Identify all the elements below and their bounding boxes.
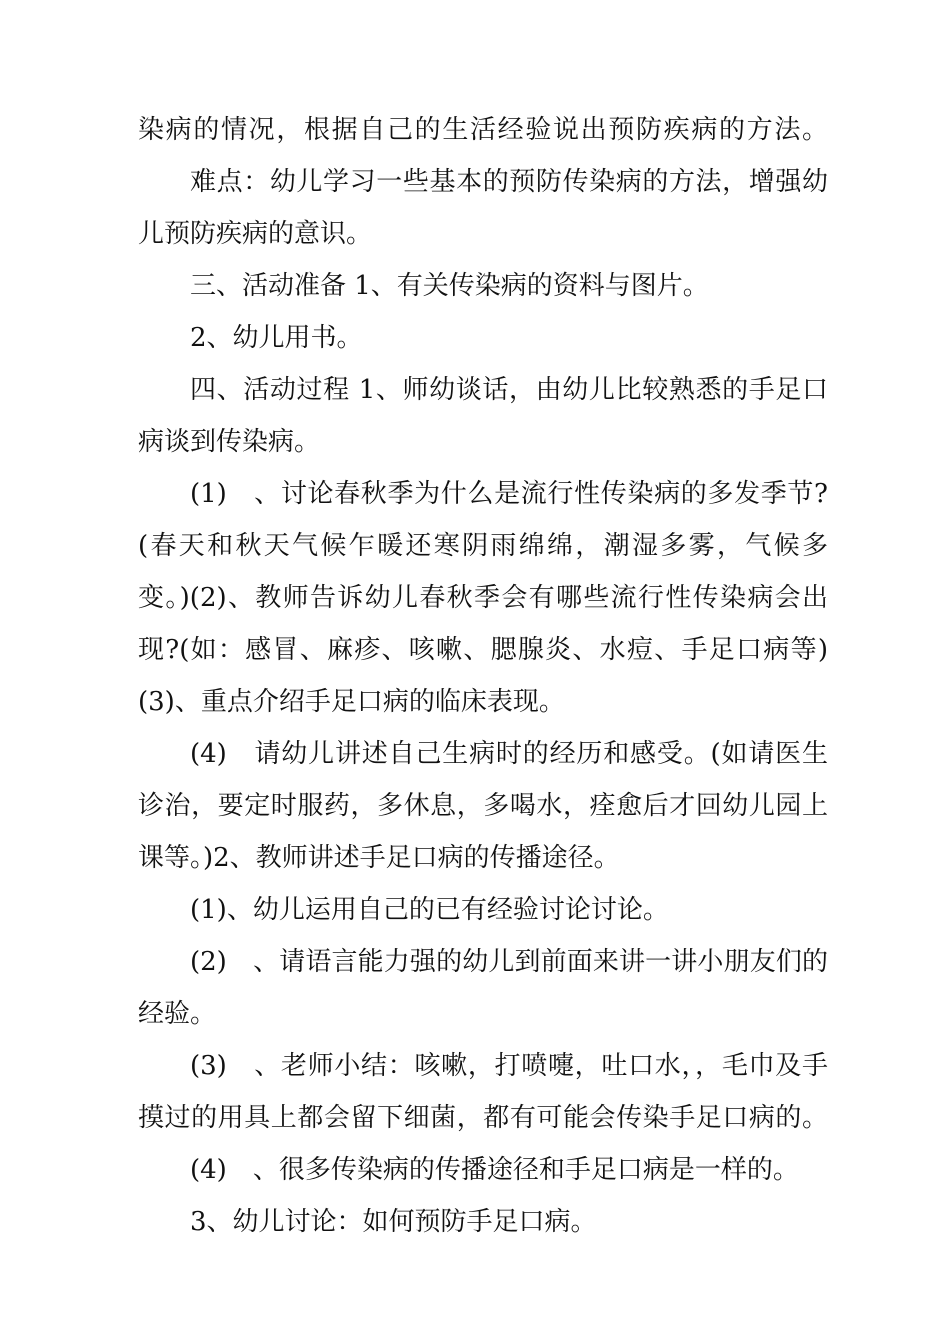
text-line: (春天和秋天气候乍暖还寒阴雨绵绵，潮湿多雾，气候多 (138, 531, 828, 561)
text-line: (4) 、很多传染病的传播途径和手足口病是一样的。 (190, 1155, 799, 1185)
text-line: 3、幼儿讨论：如何预防手足口病。 (190, 1207, 597, 1237)
text-line: 儿预防疾病的意识。 (138, 219, 373, 249)
text-line: (1)、幼儿运用自己的已有经验讨论讨论。 (190, 895, 669, 925)
text-line: 摸过的用具上都会留下细菌，都有可能会传染手足口病的。 (138, 1103, 828, 1133)
text-line: 经验。 (138, 999, 217, 1029)
text-line: 现?(如：感冒、麻疹、咳嗽、腮腺炎、水痘、手足口病等) (138, 635, 828, 665)
text-line: (4) 请幼儿讲述自己生病时的经历和感受。(如请医生 (190, 739, 828, 769)
text-line: (3)、重点介绍手足口病的临床表现。 (138, 687, 565, 717)
text-line: (1) 、讨论春秋季为什么是流行性传染病的多发季节? (190, 479, 828, 509)
text-line: 病谈到传染病。 (138, 427, 321, 457)
text-line: (2) 、请语言能力强的幼儿到前面来讲一讲小朋友们的 (190, 947, 828, 977)
text-line: 难点：幼儿学习一些基本的预防传染病的方法，增强幼 (190, 167, 828, 197)
text-line: (3) 、老师小结：咳嗽，打喷嚏，吐口水，，毛巾及手 (190, 1051, 828, 1081)
text-line: 三、活动准备 1、有关传染病的资料与图片。 (190, 271, 709, 301)
text-line: 2、幼儿用书。 (190, 323, 363, 353)
text-line: 染病的情况，根据自己的生活经验说出预防疾病的方法。 (138, 115, 828, 145)
text-line: 诊治，要定时服药，多休息，多喝水，痊愈后才回幼儿园上 (138, 791, 828, 821)
text-line: 课等。)2、教师讲述手足口病的传播途径。 (138, 843, 620, 873)
text-line: 四、活动过程 1、师幼谈话，由幼儿比较熟悉的手足口 (190, 375, 828, 405)
text-line: 变。)(2)、教师告诉幼儿春秋季会有哪些流行性传染病会出 (138, 583, 828, 613)
